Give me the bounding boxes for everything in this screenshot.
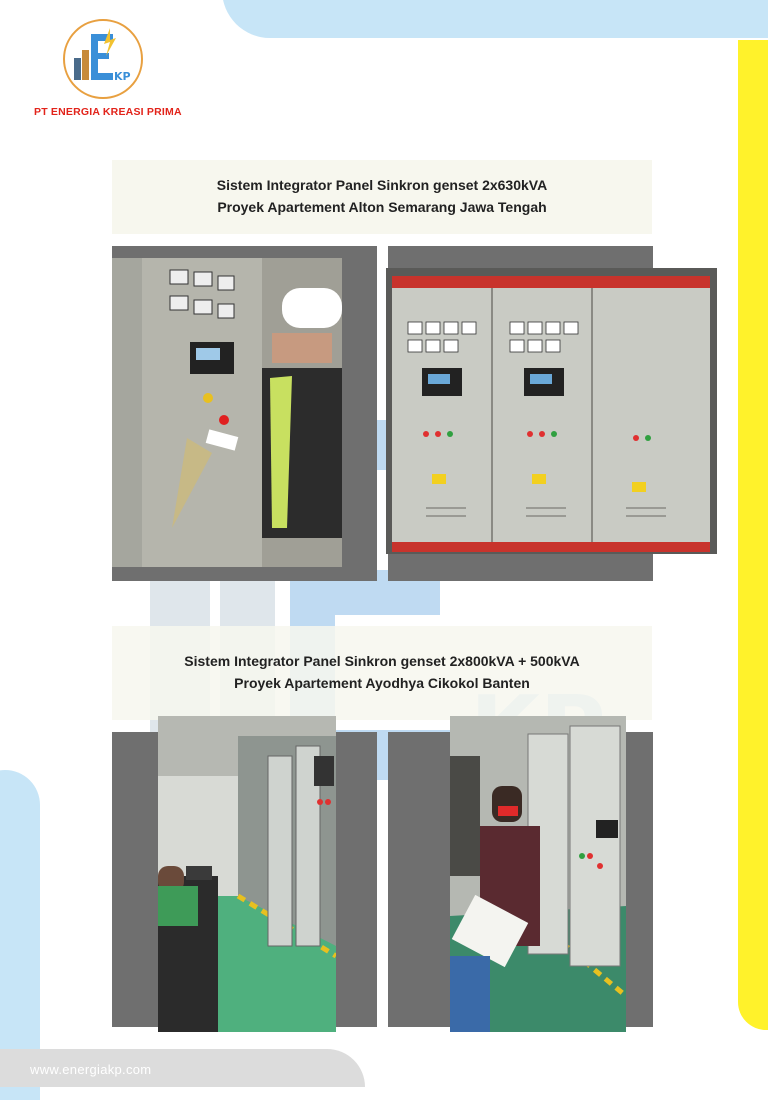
- section-1-title-line1: Sistem Integrator Panel Sinkron genset 2x630kVA: [216, 177, 548, 193]
- section-2-title-line2: Proyek Apartement Ayodhya Cikokol Banten: [234, 675, 530, 691]
- section-2-title-line1: Sistem Integrator Panel Sinkron genset 2x800kVA + 500kVA: [184, 653, 580, 669]
- photo-panel-inspection-2: [450, 716, 626, 1032]
- photo-panel-inspection-1: [112, 258, 342, 567]
- company-logo: [62, 18, 144, 100]
- section-2-caption: [112, 626, 652, 720]
- photo-panel-row-1: [386, 268, 717, 554]
- company-name: PT ENERGIA KREASI PRIMA: [34, 106, 182, 118]
- yellow-accent-bar: [738, 40, 768, 1030]
- section-1-caption: [112, 160, 652, 234]
- top-decorative-band: [222, 0, 768, 38]
- footer-website-url: www.energiakp.com: [30, 1062, 152, 1077]
- section-1-title-line2: Proyek Apartement Alton Semarang Jawa Tengah: [217, 199, 547, 215]
- svg-text:KP: KP: [114, 70, 131, 83]
- photo-panel-corridor: [158, 716, 336, 1032]
